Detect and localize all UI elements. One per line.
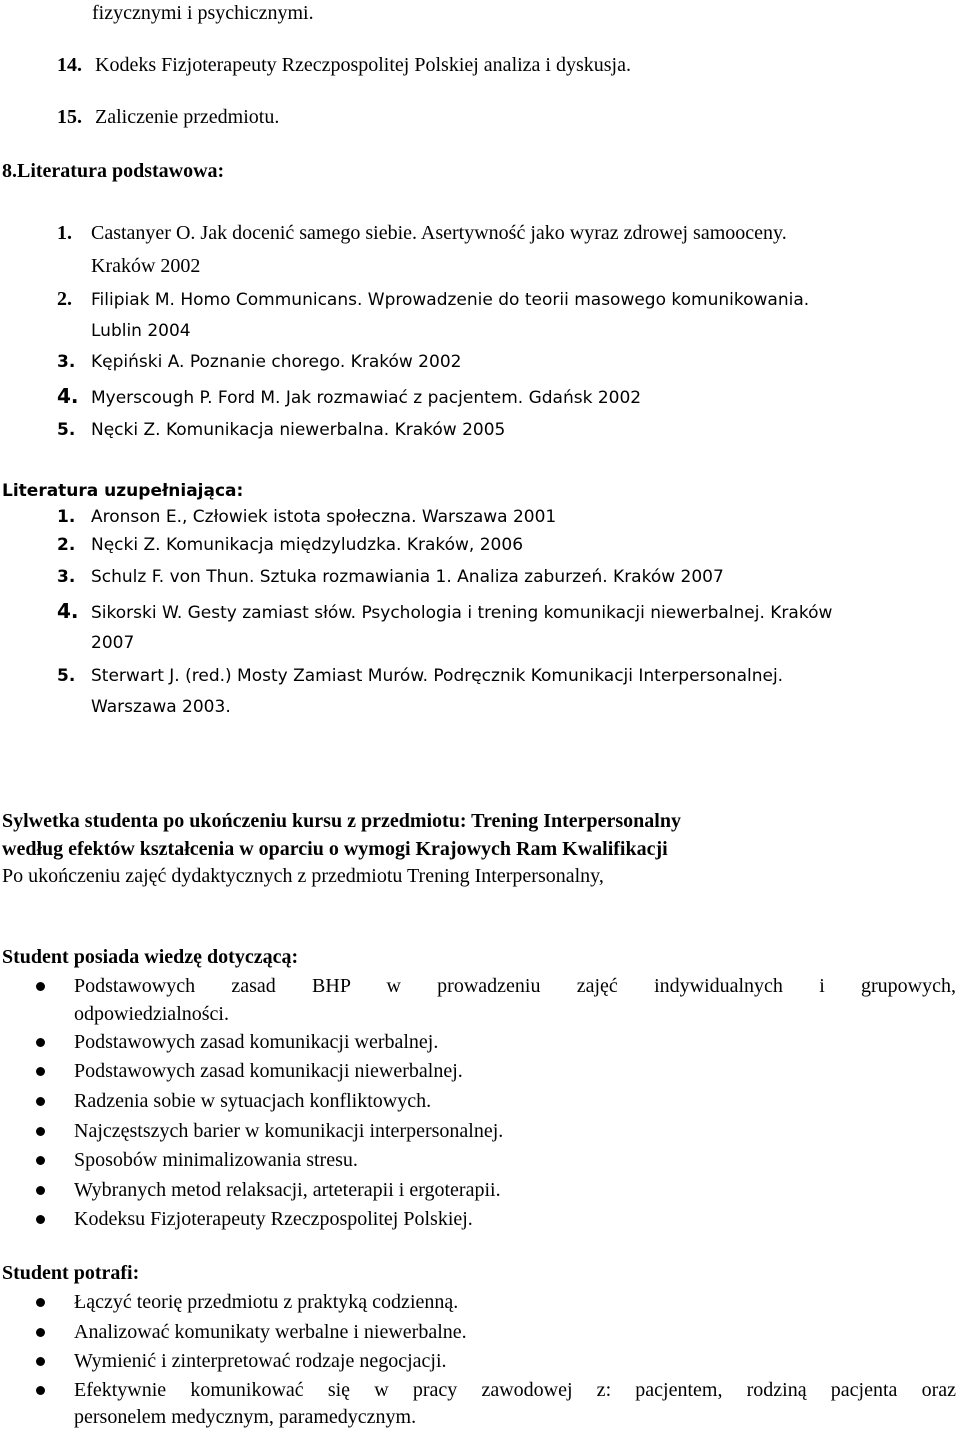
list-item-text: Sposobów minimalizowania stresu. — [74, 1149, 358, 1171]
list-item-text: Wymienić i zinterpretować rodzaje negocjacji. — [74, 1350, 447, 1372]
list-item — [57, 104, 279, 130]
list-item — [57, 385, 641, 409]
list-item-text: Zaliczenie przedmiotu. — [95, 106, 280, 128]
bullet-icon — [36, 1298, 45, 1307]
list-item-text: Nęcki Z. Komunikacja niewerbalna. Kraków 2005 — [91, 420, 506, 440]
list-item-text: Radzenia sobie w sytuacjach konfliktowych. — [74, 1090, 432, 1112]
list-number: 2. — [57, 288, 72, 310]
list-item — [57, 419, 505, 441]
skills-heading: Student potrafi: — [2, 1262, 140, 1284]
list-item-text: Kodeksu Fizjoterapeuty Rzeczpospolitej Polskiej. — [74, 1208, 473, 1230]
list-item-text: Podstawowych zasad komunikacji werbalnej. — [74, 1031, 439, 1053]
list-number: 1. — [57, 222, 72, 244]
list-item-text: Sikorski W. Gesty zamiast słów. Psychologia i trening komunikacji niewerbalnej. Kraków — [91, 603, 833, 623]
list-number: 4. — [57, 599, 79, 623]
list-item-continuation: Lublin 2004 — [91, 321, 191, 341]
list-item-continuation: odpowiedzialności. — [74, 1003, 229, 1025]
list-item — [57, 286, 809, 312]
bullet-icon — [36, 982, 45, 991]
list-item — [57, 220, 787, 246]
list-item-text: Podstawowych zasad komunikacji niewerbalnej. — [74, 1060, 463, 1082]
list-item-text: Castanyer O. Jak docenić samego siebie. Asertywność jako wyraz zdrowej samooceny. — [91, 222, 787, 244]
bullet-icon — [36, 1357, 45, 1366]
list-item-continuation: personelem medycznym, paramedycznym. — [74, 1406, 417, 1428]
bullet-icon — [36, 1127, 45, 1136]
list-item-text: Kodeks Fizjoterapeuty Rzeczpospolitej Polskiej analiza i dyskusja. — [95, 54, 631, 76]
bullet-icon — [36, 1215, 45, 1224]
list-item-text: Myerscough P. Ford M. Jak rozmawiać z pacjentem. Gdańsk 2002 — [91, 388, 642, 408]
profile-heading-line2: według efektów kształcenia w oparciu o wymogi Krajowych Ram Kwalifikacji — [2, 838, 668, 860]
list-item-text: Sterwart J. (red.) Mosty Zamiast Murów. Podręcznik Komunikacji Interpersonalnej. — [91, 666, 784, 686]
list-item-text: Schulz F. von Thun. Sztuka rozmawiania 1. Analiza zaburzeń. Kraków 2007 — [91, 567, 724, 587]
list-item — [57, 506, 556, 528]
list-number: 15. — [57, 106, 82, 128]
list-item-text: Najczęstszych barier w komunikacji interpersonalnej. — [74, 1120, 504, 1142]
list-item-text: Efektywnie komunikować się w pracy zawodowej z: pacjentem, rodziną pacjenta oraz — [74, 1379, 956, 1401]
bullet-icon — [36, 1156, 45, 1165]
list-item-text: Nęcki Z. Komunikacja międzyludzka. Kraków, 2006 — [91, 535, 524, 555]
list-item-text: Filipiak M. Homo Communicans. Wprowadzenie do teorii masowego komunikowania. — [91, 290, 810, 310]
text-line: fizycznymi i psychicznymi. — [92, 2, 314, 24]
list-item-continuation: Kraków 2002 — [91, 255, 201, 277]
list-item — [57, 600, 832, 624]
list-number: 2. — [57, 535, 76, 555]
list-item — [57, 665, 783, 687]
bullet-icon — [36, 1038, 45, 1047]
bullet-icon — [36, 1386, 45, 1395]
list-item — [57, 534, 523, 556]
list-item — [57, 566, 724, 588]
list-number: 5. — [57, 420, 76, 440]
list-item-text: Wybranych metod relaksacji, arteterapii i ergoterapii. — [74, 1179, 501, 1201]
list-number: 3. — [57, 567, 76, 587]
list-item-text: Analizować komunikaty werbalne i niewerbalne. — [74, 1321, 467, 1343]
bullet-icon — [36, 1186, 45, 1195]
bullet-icon — [36, 1067, 45, 1076]
list-item-continuation: Warszawa 2003. — [91, 697, 231, 717]
section-heading: Literatura uzupełniająca: — [2, 481, 244, 501]
list-item-text: Kępiński A. Poznanie chorego. Kraków 2002 — [91, 352, 462, 372]
list-number: 14. — [57, 54, 82, 76]
list-item — [57, 52, 631, 78]
profile-heading-line1: Sylwetka studenta po ukończeniu kursu z przedmiotu: Trening Interpersonalny — [2, 810, 681, 832]
list-number: 4. — [57, 384, 79, 408]
section-heading: 8.Literatura podstawowa: — [2, 160, 225, 182]
list-number: 3. — [57, 352, 76, 372]
profile-intro: Po ukończeniu zajęć dydaktycznych z przedmiotu Trening Interpersonalny, — [2, 865, 604, 887]
list-item-text: Łączyć teorię przedmiotu z praktyką codzienną. — [74, 1291, 459, 1313]
list-number: 5. — [57, 666, 76, 686]
list-item-text: Aronson E., Człowiek istota społeczna. Warszawa 2001 — [91, 507, 557, 527]
list-item-text: Podstawowych zasad BHP w prowadzeniu zajęć indywidualnych i grupowych, — [74, 975, 956, 997]
list-item-continuation: 2007 — [91, 633, 135, 653]
bullet-icon — [36, 1328, 45, 1337]
knowledge-heading: Student posiada wiedzę dotyczącą: — [2, 946, 299, 968]
list-item — [57, 351, 461, 373]
bullet-icon — [36, 1097, 45, 1106]
list-number: 1. — [57, 507, 76, 527]
